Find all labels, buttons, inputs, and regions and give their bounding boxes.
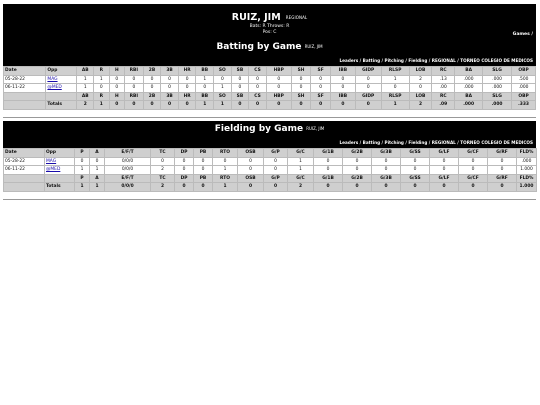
stat-cell: 0 — [125, 75, 144, 84]
column-header: 2B — [143, 67, 161, 76]
column-header: G/1B — [314, 149, 343, 158]
column-header: TC — [151, 174, 175, 183]
opponent-cell — [45, 157, 75, 166]
stat-cell: 1 — [213, 166, 238, 175]
column-header: 2B — [143, 92, 161, 101]
column-header: SO — [214, 67, 232, 76]
stat-cell: 0 — [343, 157, 372, 166]
stat-cell: 0 — [311, 75, 331, 84]
stat-cell: 0 — [343, 166, 372, 175]
column-header: G/LF — [430, 174, 459, 183]
stat-cell: 0 — [238, 166, 264, 175]
opponent-link[interactable]: MAG — [46, 158, 57, 164]
table-row — [4, 84, 536, 93]
stat-cell: 0 — [143, 84, 161, 93]
batting-title-wrap — [3, 37, 536, 52]
column-header: G/SS — [401, 149, 430, 158]
total-cell: 0 — [175, 183, 194, 192]
column-header: G/C — [288, 149, 314, 158]
divider — [3, 117, 536, 118]
fielding-table — [3, 148, 537, 192]
header-row — [4, 92, 536, 101]
totals-empty-cell — [4, 183, 45, 192]
totals-label: Totals — [46, 101, 77, 110]
column-header: DP — [175, 149, 194, 158]
total-cell: 0 — [249, 101, 267, 110]
divider — [3, 199, 536, 200]
stat-cell: 0 — [459, 166, 488, 175]
column-header: G/RF — [488, 174, 517, 183]
column-header: SO — [214, 92, 232, 101]
totals-empty-cell — [4, 101, 46, 110]
opponent-cell — [46, 75, 77, 84]
stat-cell: 2 — [409, 75, 432, 84]
column-header — [45, 174, 75, 183]
column-header: SH — [291, 92, 311, 101]
stat-cell: .00 — [432, 84, 455, 93]
games-link[interactable]: Games / — [512, 32, 533, 37]
column-header: 3B — [161, 67, 179, 76]
column-header: HBP — [266, 92, 291, 101]
column-header: P — [75, 149, 90, 158]
column-header: R — [94, 67, 110, 76]
opponent-link[interactable]: @MED — [47, 85, 62, 90]
stat-cell: 0/0/0 — [105, 166, 151, 175]
total-cell: 0 — [161, 101, 179, 110]
column-header: RC — [432, 67, 455, 76]
totals-label: Totals — [45, 183, 75, 192]
stat-cell: 0 — [330, 75, 355, 84]
stat-cell: 0 — [178, 75, 196, 84]
column-header: R — [94, 92, 110, 101]
stat-cell: 0 — [196, 84, 214, 93]
batting-title: Batting by Game — [216, 42, 302, 52]
column-header: G/CF — [459, 149, 488, 158]
batting-table — [3, 66, 536, 110]
total-cell: 1 — [75, 183, 90, 192]
total-cell: 0 — [459, 183, 488, 192]
stat-cell: 0 — [194, 166, 213, 175]
stat-cell: .500 — [512, 75, 536, 84]
batting-header — [3, 37, 536, 66]
stat-cell: .000 — [512, 84, 536, 93]
stat-cell: 0 — [330, 84, 355, 93]
total-cell: .09 — [432, 101, 455, 110]
opponent-cell — [46, 84, 77, 93]
stat-cell: 0 — [175, 166, 194, 175]
column-header: H — [109, 67, 125, 76]
total-cell: 0 — [314, 183, 343, 192]
total-cell: 2 — [409, 101, 432, 110]
total-cell: 0 — [264, 183, 288, 192]
column-header: BB — [196, 67, 214, 76]
stat-cell: .000 — [483, 84, 512, 93]
stat-cell: 0 — [372, 166, 401, 175]
stat-cell: 1 — [196, 75, 214, 84]
total-cell: 0 — [266, 101, 291, 110]
column-header: G/2B — [343, 149, 372, 158]
total-cell: 1 — [196, 101, 214, 110]
stat-cell: 0 — [178, 84, 196, 93]
stat-cell: 0 — [231, 75, 249, 84]
batting-tag: RUIZ, JIM — [304, 44, 323, 49]
column-header: P — [75, 174, 90, 183]
column-header: OBP — [512, 67, 536, 76]
total-cell: .333 — [512, 101, 536, 110]
total-cell: 0 — [231, 101, 249, 110]
total-cell: .000 — [483, 101, 512, 110]
total-cell: 0 — [401, 183, 430, 192]
stat-cell: 0 — [125, 84, 144, 93]
column-header: GIDP — [355, 67, 381, 76]
stat-cell: 0 — [266, 84, 291, 93]
column-header: FLD% — [517, 174, 537, 183]
player-position: Pos: C — [262, 30, 277, 36]
date-cell: 06-11-22 — [4, 84, 46, 93]
stat-cell: .000 — [455, 75, 483, 84]
total-cell: 0/0/0 — [105, 183, 151, 192]
column-header: CS — [249, 67, 267, 76]
column-header: E/F/T — [105, 174, 151, 183]
stat-cell: 0 — [430, 166, 459, 175]
stat-cell: .000 — [483, 75, 512, 84]
column-header: SLG — [483, 67, 512, 76]
stat-cell: 1 — [77, 75, 94, 84]
header-row — [4, 67, 536, 76]
column-header: G/3B — [372, 174, 401, 183]
fielding-tag: RUIZ, JIM — [306, 126, 325, 131]
column-header: BB — [196, 92, 214, 101]
column-header: RLSP — [381, 92, 409, 101]
column-header: IBB — [330, 92, 355, 101]
stat-cell: 0 — [238, 157, 264, 166]
stat-cell: 0 — [249, 84, 267, 93]
column-header: OBP — [512, 92, 536, 101]
column-header: AB — [77, 92, 94, 101]
stat-cell: 0 — [94, 84, 110, 93]
stat-cell: 0 — [401, 166, 430, 175]
column-header: A — [90, 149, 105, 158]
column-header: OSB — [238, 149, 264, 158]
total-cell: 1 — [381, 101, 409, 110]
stat-cell: 0 — [264, 157, 288, 166]
stat-cell: 0 — [355, 84, 381, 93]
column-header: BA — [455, 67, 483, 76]
total-cell: 1 — [94, 101, 110, 110]
column-header: H — [109, 92, 125, 101]
total-cell: 0 — [355, 101, 381, 110]
stat-cell: 0 — [314, 157, 343, 166]
column-header: G/SS — [401, 174, 430, 183]
column-header: G/P — [264, 149, 288, 158]
stat-cell: 0 — [409, 84, 432, 93]
stat-cell: 0 — [430, 157, 459, 166]
total-cell: 2 — [77, 101, 94, 110]
stat-cell: .13 — [432, 75, 455, 84]
column-header — [4, 92, 46, 101]
totals-row — [4, 183, 537, 192]
player-tag: REGIONAL — [285, 15, 308, 20]
fielding-header — [3, 121, 536, 148]
stat-cell: 1 — [288, 166, 314, 175]
opponent-link[interactable]: @MED — [46, 167, 61, 172]
fielding-breadcrumbs[interactable]: Leaders / Batting / Pitching / Fielding / REGIONAL / TORNEO COLEGIO DE MEDICOS — [339, 140, 533, 145]
total-cell: 0 — [109, 101, 125, 110]
column-header: G/2B — [343, 174, 372, 183]
opponent-link[interactable]: MAG — [47, 76, 58, 82]
date-cell: 06-11-22 — [4, 166, 45, 175]
column-header: 3B — [161, 92, 179, 101]
stat-cell: 0 — [488, 166, 517, 175]
total-cell: 0 — [178, 101, 196, 110]
stat-cell: 1 — [75, 166, 90, 175]
column-header: SH — [291, 67, 311, 76]
header-row — [4, 149, 537, 158]
column-header: RBI — [125, 92, 144, 101]
column-header: CS — [249, 92, 267, 101]
stat-cell: 0 — [214, 75, 232, 84]
stat-cell: .000 — [517, 157, 537, 166]
totals-row — [4, 101, 536, 110]
total-cell: 0 — [311, 101, 331, 110]
total-cell: 0 — [291, 101, 311, 110]
table-row — [4, 157, 537, 166]
column-header: SF — [311, 67, 331, 76]
column-header: G/3B — [372, 149, 401, 158]
column-header: G/RF — [488, 149, 517, 158]
column-header: RC — [432, 92, 455, 101]
column-header: FLD% — [517, 149, 537, 158]
column-header: IBB — [330, 67, 355, 76]
total-cell: 0 — [125, 101, 144, 110]
stat-cell: 2 — [151, 166, 175, 175]
stat-cell: 0 — [264, 166, 288, 175]
batting-breadcrumbs[interactable]: Leaders / Batting / Pitching / Fielding / REGIONAL / TORNEO COLEGIO DE MEDICOS — [339, 58, 533, 63]
stat-cell: 0 — [311, 84, 331, 93]
column-header: HR — [178, 67, 196, 76]
opponent-cell — [45, 166, 75, 175]
stat-cell: 0 — [231, 84, 249, 93]
stat-cell: 0 — [401, 157, 430, 166]
column-header: BA — [455, 92, 483, 101]
stat-cell: 0 — [175, 157, 194, 166]
total-cell: 0 — [372, 183, 401, 192]
column-header: Date — [4, 149, 45, 158]
bats-throws: Bats: R Throws: R — [249, 24, 290, 29]
stat-cell: 0 — [161, 75, 179, 84]
stat-cell: 0 — [314, 166, 343, 175]
fielding-body — [4, 149, 537, 192]
stat-cell: 0 — [75, 157, 90, 166]
stat-cell: 1 — [77, 84, 94, 93]
table-row — [4, 75, 536, 84]
stat-cell: 0 — [459, 157, 488, 166]
total-cell: 1 — [90, 183, 105, 192]
player-name: RUIZ, JIM — [231, 12, 281, 23]
column-header: SB — [231, 67, 249, 76]
header-row — [4, 174, 537, 183]
stat-cell: 0 — [213, 157, 238, 166]
total-cell: 0 — [330, 101, 355, 110]
column-header: HR — [178, 92, 196, 101]
date-cell: 05-28-22 — [4, 75, 46, 84]
total-cell: 0 — [238, 183, 264, 192]
column-header: A — [90, 174, 105, 183]
column-header: TC — [151, 149, 175, 158]
column-header: OSB — [238, 174, 264, 183]
batting-body — [4, 67, 536, 110]
column-header: G/CF — [459, 174, 488, 183]
column-header: Opp — [45, 149, 75, 158]
column-header — [4, 174, 45, 183]
column-header: LOB — [409, 67, 432, 76]
stat-cell: 0 — [291, 84, 311, 93]
fielding-title-wrap — [3, 121, 536, 134]
stat-cell: 1 — [90, 166, 105, 175]
column-header — [46, 92, 77, 101]
player-info — [3, 4, 536, 35]
total-cell: 1 — [213, 183, 238, 192]
date-cell: 05-28-22 — [4, 157, 45, 166]
stat-cell: 0 — [381, 84, 409, 93]
stat-cell: 1 — [381, 75, 409, 84]
stat-cell: 0 — [151, 157, 175, 166]
stat-cell: 0 — [109, 84, 125, 93]
total-cell: .000 — [455, 101, 483, 110]
column-header: PB — [194, 174, 213, 183]
total-cell: 2 — [151, 183, 175, 192]
column-header: GIDP — [355, 92, 381, 101]
total-cell: 0 — [488, 183, 517, 192]
stat-cell: .000 — [455, 84, 483, 93]
column-header: SB — [231, 92, 249, 101]
total-cell: 2 — [288, 183, 314, 192]
column-header: HBP — [266, 67, 291, 76]
column-header: RTO — [213, 149, 238, 158]
column-header: SF — [311, 92, 331, 101]
column-header: Date — [4, 67, 46, 76]
stat-cell: 0 — [143, 75, 161, 84]
stat-cell: 1 — [94, 75, 110, 84]
stat-cell: 0 — [194, 157, 213, 166]
stat-cell: 0 — [90, 157, 105, 166]
table-row — [4, 166, 537, 175]
stat-cell: 1 — [288, 157, 314, 166]
column-header: DP — [175, 174, 194, 183]
column-header: G/P — [264, 174, 288, 183]
total-cell: 0 — [143, 101, 161, 110]
total-cell: 1 — [214, 101, 232, 110]
total-cell: 0 — [430, 183, 459, 192]
column-header: PB — [194, 149, 213, 158]
fielding-title: Fielding by Game — [214, 124, 304, 134]
column-header: RLSP — [381, 67, 409, 76]
column-header: RTO — [213, 174, 238, 183]
stat-cell: 0 — [249, 75, 267, 84]
column-header: G/LF — [430, 149, 459, 158]
column-header: RBI — [125, 67, 144, 76]
column-header: G/C — [288, 174, 314, 183]
stat-cell: 0 — [291, 75, 311, 84]
stat-cell: 0/0/0 — [105, 157, 151, 166]
total-cell: 1.000 — [517, 183, 537, 192]
column-header: Opp — [46, 67, 77, 76]
column-header: LOB — [409, 92, 432, 101]
stat-cell: 0 — [355, 75, 381, 84]
stat-cell: 0 — [372, 157, 401, 166]
stat-cell: 0 — [161, 84, 179, 93]
stat-cell: 1 — [214, 84, 232, 93]
total-cell: 0 — [343, 183, 372, 192]
stat-cell: 0 — [109, 75, 125, 84]
total-cell: 0 — [194, 183, 213, 192]
column-header: AB — [77, 67, 94, 76]
column-header: G/1B — [314, 174, 343, 183]
column-header: E/F/T — [105, 149, 151, 158]
stat-cell: 1.000 — [517, 166, 537, 175]
column-header: SLG — [483, 92, 512, 101]
stat-cell: 0 — [488, 157, 517, 166]
stat-cell: 0 — [266, 75, 291, 84]
